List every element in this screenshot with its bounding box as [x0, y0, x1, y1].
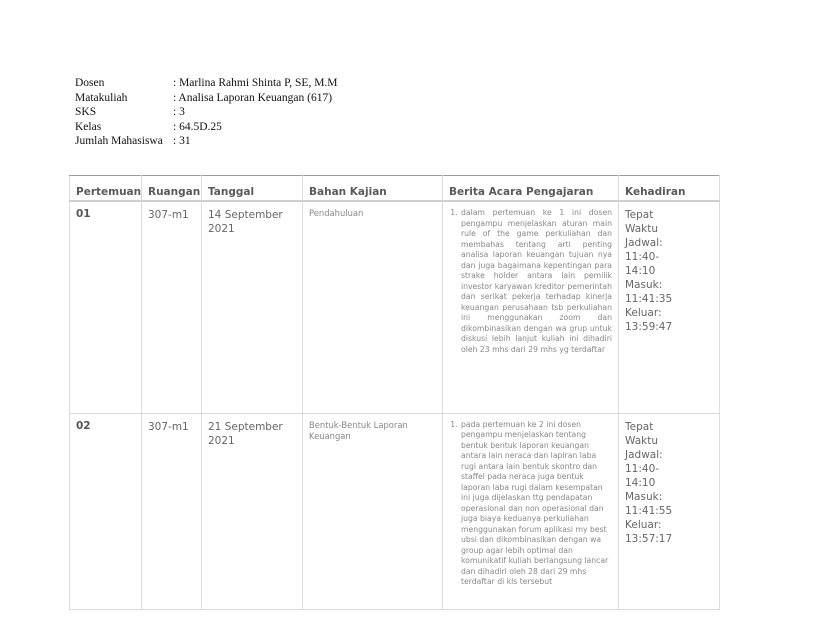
cell-pertemuan: 02	[70, 413, 142, 609]
berita-list	[449, 420, 612, 588]
kehadiran-status: Waktu	[625, 223, 658, 235]
kehadiran-label: Masuk:	[625, 490, 663, 503]
header-tanggal: Tanggal	[202, 176, 303, 202]
table-row	[70, 201, 720, 413]
info-label: Kelas	[75, 120, 102, 133]
info-row-sks	[75, 105, 338, 120]
info-row-jumlah-mahasiswa	[75, 134, 338, 149]
info-value: : 64.5D.25	[173, 120, 222, 133]
cell-tanggal: 21 September 2021	[202, 413, 303, 609]
kehadiran-status: Tepat	[625, 420, 654, 433]
kehadiran-label: Masuk:	[625, 279, 663, 291]
info-label: SKS	[75, 106, 97, 119]
table-header-row	[70, 176, 720, 202]
info-value: : Marlina Rahmi Shinta P, SE, M.M	[173, 77, 338, 89]
kehadiran-keluar: 13:57:17	[625, 532, 673, 545]
info-row-dosen	[75, 76, 338, 91]
kehadiran-label: Keluar:	[625, 307, 662, 319]
berita-item: 1. pada pertemuan ke 2 ini dosen pengampu menjelaskan tentang bentuk bentuk laporan keuangan antara lain neraca dan lapiran laba rugi antara lain bentuk skontro dan staffel pada neraca juga bentuk laporan laba rugi dalam kesempatan ini juga dijelaskan ttg pendapatan operasional dan non operasional dan juga biaya keduanya perkuliahan menggunakan forum aplikasi my best ubsi dan dikombinasikan dengan wa group agar lebih optimal dan komunikatif kuliah berlangsung lancar dan dihadiri oleh 28 dari 29 mhs terdaftar di kls tersebut	[460, 420, 612, 588]
cell-kehadiran	[619, 413, 720, 609]
cell-bahan-kajian: Pendahuluan	[303, 201, 443, 413]
info-value: : 3	[173, 106, 185, 119]
info-label: Jumlah Mahasiswa	[75, 135, 163, 148]
cell-ruangan: 307-m1	[142, 413, 202, 609]
table-row	[70, 413, 720, 609]
header-pertemuan: Pertemuan	[70, 176, 142, 202]
berita-list	[449, 208, 612, 355]
cell-berita-acara	[443, 413, 619, 609]
info-row-matakuliah	[75, 91, 338, 106]
kehadiran-jadwal: 11:40-	[625, 462, 660, 475]
kehadiran-label: Keluar:	[625, 518, 662, 531]
info-label: Matakuliah	[75, 91, 128, 104]
cell-berita-acara	[443, 201, 619, 413]
header-berita-acara: Berita Acara Pengajaran	[443, 176, 619, 202]
kehadiran-status: Tepat	[625, 209, 654, 221]
header-ruangan: Ruangan	[142, 176, 202, 202]
info-value: : Analisa Laporan Keuangan (617)	[173, 91, 333, 104]
header-kehadiran: Kehadiran	[619, 176, 720, 202]
cell-tanggal: 14 September 2021	[202, 201, 303, 413]
info-row-kelas	[75, 120, 338, 135]
kehadiran-label: Jadwal:	[625, 448, 663, 461]
kehadiran-masuk: 11:41:35	[625, 293, 673, 305]
cell-pertemuan: 01	[70, 201, 142, 413]
kehadiran-jadwal: 14:10	[625, 265, 656, 277]
berita-item: 1. dalam pertemuan ke 1 ini dosen pengampu menjelaskan aturan main rule of the game perkuliahan dan membahas tentang arti penting analisa laporan keuangan tujuan nya dan juga bagaimana kepentingan para strake holder antara lain pemilik investor karyawan kreditor pemerintah dan serikat pekerja terhadap kinerja keuangan perusahaan tsb perkuliahan ini menggunakan zoom dan dikombinasikan dengan wa grup untuk diskusi lebih lanjut kuliah ini dihadiri oleh 23 mhs dari 29 mhs yg terdaftar	[460, 208, 612, 355]
info-label: Dosen	[75, 77, 105, 89]
attendance-table	[69, 175, 720, 610]
kehadiran-label: Jadwal:	[625, 237, 663, 249]
kehadiran-jadwal: 14:10	[625, 476, 656, 489]
header-bahan-kajian: Bahan Kajian	[303, 176, 443, 202]
kehadiran-status: Waktu	[625, 434, 658, 447]
kehadiran-keluar: 13:59:47	[625, 321, 673, 333]
cell-bahan-kajian: Bentuk-Bentuk Laporan Keuangan	[303, 413, 443, 609]
info-value: : 31	[173, 135, 191, 148]
course-info	[75, 76, 338, 149]
cell-ruangan: 307-m1	[142, 201, 202, 413]
cell-kehadiran	[619, 201, 720, 413]
kehadiran-masuk: 11:41:55	[625, 504, 673, 517]
kehadiran-jadwal: 11:40-	[625, 251, 660, 263]
